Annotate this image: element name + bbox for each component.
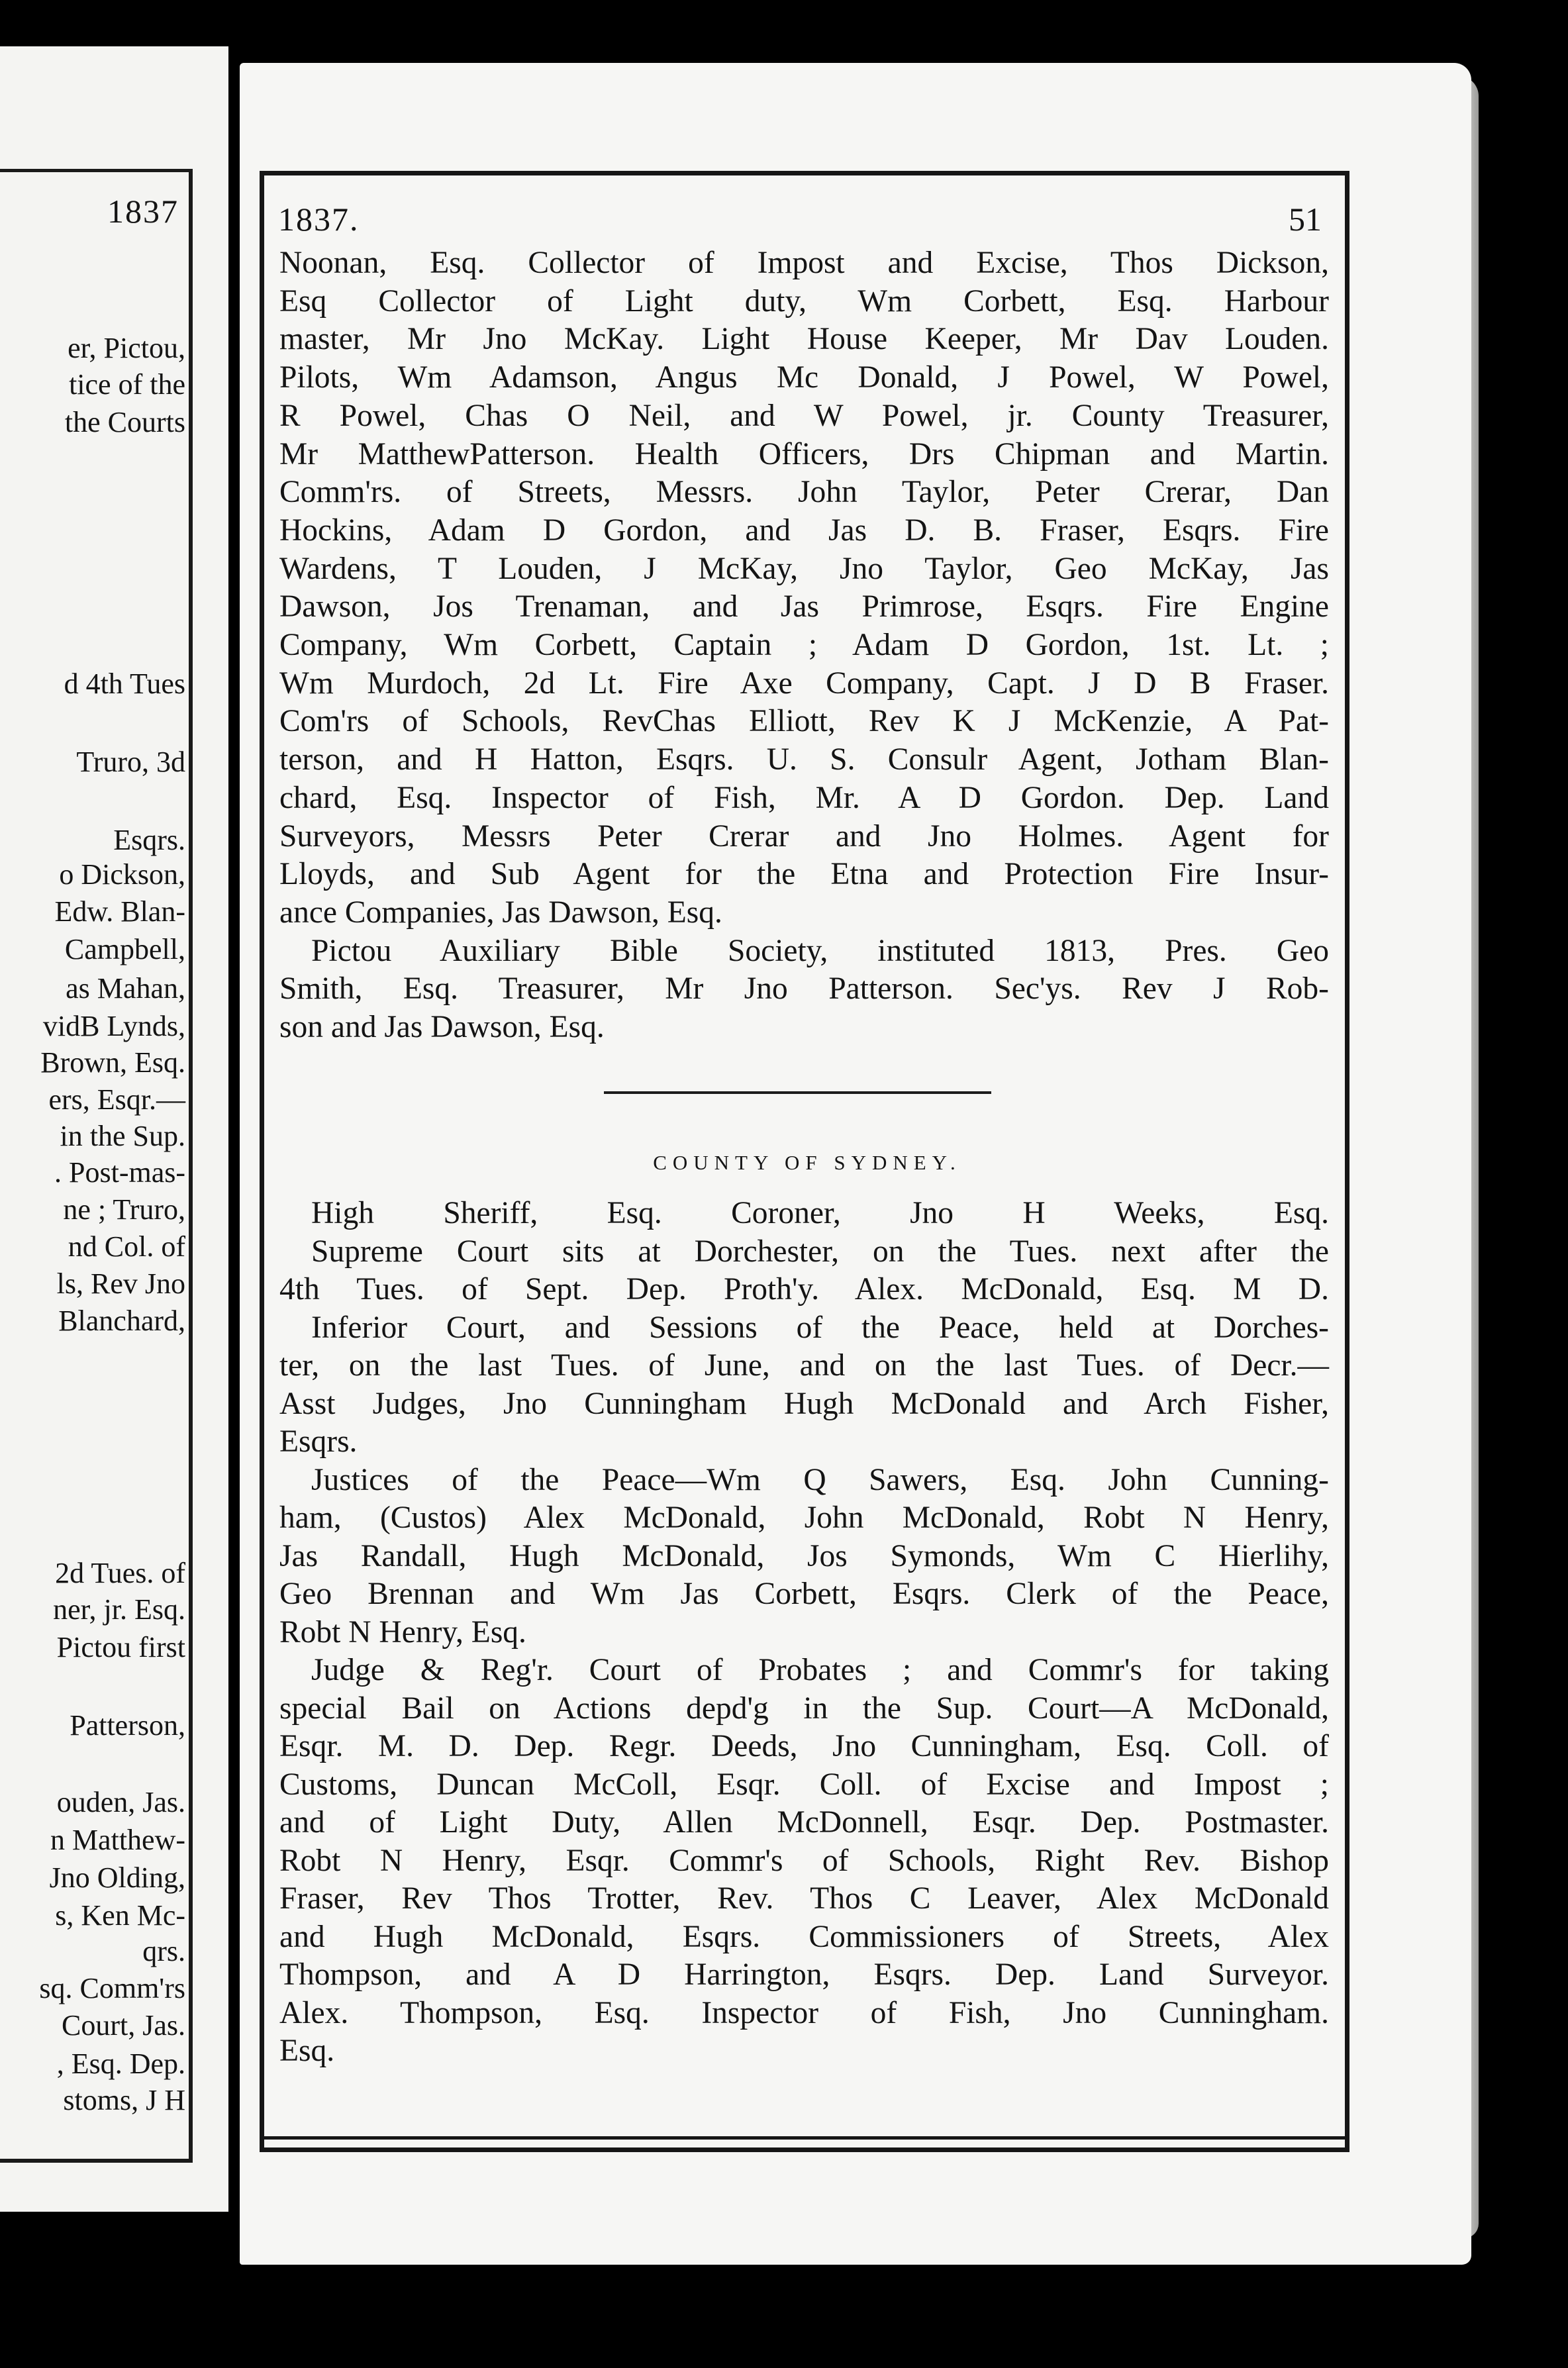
text-line: chard, Esq. Inspector of Fish, Mr. A D Gordon. Dep. Land	[279, 780, 1329, 815]
text-line: Fraser, Rev Thos Trotter, Rev. Thos C Leaver, Alex McDonald	[279, 1881, 1329, 1916]
left-page-line: n Matthew-	[50, 1824, 185, 1856]
left-page-line: er, Pictou,	[68, 332, 185, 364]
left-page-year: 1837	[107, 193, 179, 230]
left-page-line: Truro, 3d	[76, 746, 185, 778]
left-page-line: Blanchard,	[58, 1305, 185, 1337]
left-page-line: Patterson,	[70, 1709, 185, 1742]
left-page-line: Court, Jas.	[62, 2009, 185, 2042]
text-line: Noonan, Esq. Collector of Impost and Excise, Thos Dickson,	[279, 246, 1329, 280]
running-head-year: 1837.	[278, 201, 360, 238]
text-line: Smith, Esq. Treasurer, Mr Jno Patterson. Sec'ys. Rev J Rob-	[279, 971, 1329, 1007]
page-number: 51	[1289, 201, 1322, 238]
left-page-line: o Dickson,	[59, 858, 185, 891]
text-line: R Powel, Chas O Neil, and W Powel, jr. County Treasurer,	[279, 398, 1329, 433]
text-line: ance Companies, Jas Dawson, Esq.	[279, 895, 722, 930]
text-line: Surveyors, Messrs Peter Crerar and Jno Holmes. Agent for	[279, 818, 1329, 854]
text-line: Asst Judges, Jno Cunningham Hugh McDonald and Arch Fisher,	[279, 1386, 1329, 1421]
text-line: Pilots, Wm Adamson, Angus Mc Donald, J Powel, W Powel,	[279, 360, 1329, 395]
left-page-line: ers, Esqr.—	[48, 1083, 185, 1116]
text-line: Esq Collector of Light duty, Wm Corbett, Esq. Harbour	[279, 283, 1329, 319]
left-page-line: vidB Lynds,	[42, 1010, 185, 1042]
left-page-line: . Post-mas-	[54, 1156, 185, 1189]
left-page-line: nd Col. of	[68, 1230, 185, 1263]
text-line: Geo Brennan and Wm Jas Corbett, Esqrs. Clerk of the Peace,	[279, 1577, 1329, 1611]
left-page-line: d 4th Tues	[64, 667, 185, 700]
text-line: Company, Wm Corbett, Captain ; Adam D Gordon, 1st. Lt. ;	[279, 628, 1329, 662]
left-page-line: Edw. Blan-	[54, 895, 185, 928]
text-line: Customs, Duncan McColl, Esqr. Coll. of Excise and Impost ;	[279, 1767, 1329, 1802]
text-line: 4th Tues. of Sept. Dep. Proth'y. Alex. McDonald, Esq. M D.	[279, 1272, 1329, 1307]
left-page-line: ls, Rev Jno	[56, 1267, 185, 1300]
left-page-line: qrs.	[142, 1935, 185, 1967]
bottom-rule	[264, 2136, 1345, 2140]
text-line: Robt N Henry, Esq.	[279, 1614, 526, 1650]
text-line: Inferior Court, and Sessions of the Peace, held at Dorches-	[311, 1310, 1329, 1345]
text-line: Mr MatthewPatterson. Health Officers, Drs Chipman and Martin.	[279, 436, 1329, 471]
text-line: Judge & Reg'r. Court of Probates ; and Commr's for taking	[311, 1653, 1329, 1687]
left-page-line: ouden, Jas.	[56, 1786, 185, 1818]
left-page-line: sq. Comm'rs	[39, 1972, 185, 2004]
text-line: Comm'rs. of Streets, Messrs. John Taylor, Peter Crerar, Dan	[279, 475, 1329, 510]
text-line: Com'rs of Schools, RevChas Elliott, Rev K J McKenzie, A Pat-	[279, 704, 1329, 739]
left-page-line: Jno Olding,	[49, 1861, 185, 1894]
text-line: master, Mr Jno McKay. Light House Keeper, Mr Dav Louden.	[279, 322, 1329, 357]
text-line: Thompson, and A D Harrington, Esqrs. Dep. Land Surveyor.	[279, 1957, 1329, 1992]
text-line: Dawson, Jos Trenaman, and Jas Primrose, Esqrs. Fire Engine	[279, 589, 1329, 624]
text-line: Pictou Auxiliary Bible Society, instituted 1813, Pres. Geo	[311, 933, 1329, 968]
left-page-line: Campbell,	[64, 933, 185, 965]
left-page-fragment	[0, 46, 228, 2212]
left-page-line: 2d Tues. of	[55, 1557, 185, 1589]
text-line: Esq.	[279, 2034, 335, 2068]
text-line: Wm Murdoch, 2d Lt. Fire Axe Company, Capt. J D B Fraser.	[279, 666, 1329, 701]
text-line: Wardens, T Louden, J McKay, Jno Taylor, Geo McKay, Jas	[279, 551, 1329, 586]
left-page-line: the Courts	[64, 406, 185, 438]
left-page-line: s, Ken Mc-	[55, 1899, 185, 1932]
left-page-line: , Esq. Dep.	[56, 2047, 185, 2080]
left-page-line: Pictou first	[56, 1631, 185, 1663]
text-line: terson, and H Hatton, Esqrs. U. S. Consulr Agent, Jotham Blan-	[279, 742, 1329, 777]
left-page-line: ne ; Truro,	[63, 1193, 185, 1226]
left-page-line: ner, jr. Esq.	[53, 1593, 185, 1626]
left-page-line: Brown, Esq.	[40, 1046, 185, 1079]
left-page-line: tice of the	[69, 368, 185, 401]
text-line: Hockins, Adam D Gordon, and Jas D. B. Fraser, Esqrs. Fire	[279, 513, 1329, 548]
text-line: Esqrs.	[279, 1424, 358, 1459]
left-page-line: as Mahan,	[66, 972, 185, 1005]
text-line: Jas Randall, Hugh McDonald, Jos Symonds, Wm C Hierlihy,	[279, 1538, 1329, 1573]
text-line: special Bail on Actions depd'g in the Sup. Court—A McDonald,	[279, 1691, 1329, 1726]
left-page-line: in the Sup.	[60, 1120, 185, 1152]
text-line: and Hugh McDonald, Esqrs. Commissioners of Streets, Alex	[279, 1919, 1329, 1954]
text-line: Alex. Thompson, Esq. Inspector of Fish, Jno Cunningham.	[279, 1995, 1329, 2030]
left-page-line: stoms, J H	[63, 2084, 185, 2116]
text-line: son and Jas Dawson, Esq.	[279, 1010, 605, 1044]
text-line: Robt N Henry, Esqr. Commr's of Schools, Right Rev. Bishop	[279, 1843, 1329, 1878]
text-line: ter, on the last Tues. of June, and on the last Tues. of Decr.—	[279, 1348, 1329, 1383]
text-line: Esqr. M. D. Dep. Regr. Deeds, Jno Cunningham, Esq. Coll. of	[279, 1729, 1329, 1763]
section-divider	[604, 1091, 991, 1094]
text-line: ham, (Custos) Alex McDonald, John McDonald, Robt N Henry,	[279, 1501, 1329, 1535]
text-line: Supreme Court sits at Dorchester, on the Tues. next after the	[311, 1234, 1329, 1269]
text-line: Lloyds, and Sub Agent for the Etna and Protection Fire Insur-	[279, 857, 1329, 892]
text-line: and of Light Duty, Allen McDonnell, Esqr. Dep. Postmaster.	[279, 1805, 1329, 1840]
text-line: High Sheriff, Esq. Coroner, Jno H Weeks, Esq.	[311, 1196, 1329, 1230]
left-page-line: Esqrs.	[113, 824, 185, 856]
section-title: COUNTY OF SYDNEY.	[653, 1151, 961, 1174]
text-line: Justices of the Peace—Wm Q Sawers, Esq. John Cunning-	[311, 1462, 1329, 1497]
